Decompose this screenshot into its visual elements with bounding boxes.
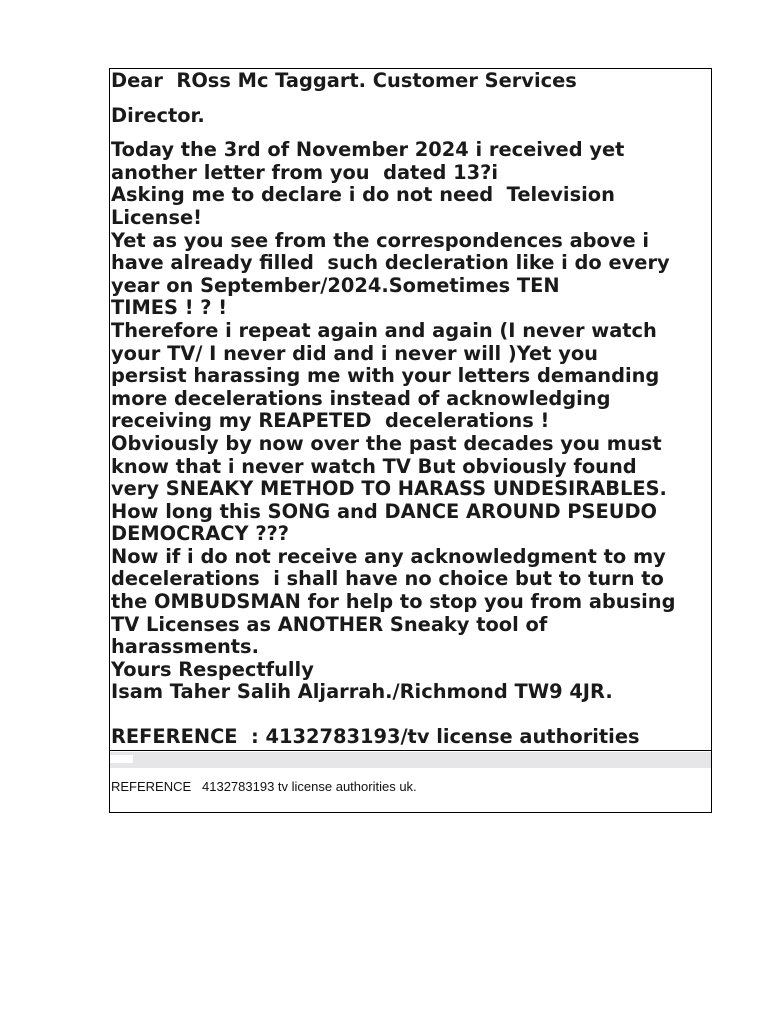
body-line: year on September/2024.Sometimes TEN [111, 273, 560, 297]
letter-box [109, 68, 712, 751]
signature-line: Isam Taher Salih Aljarrah./Richmond TW9 4JR. [111, 680, 613, 704]
body-line: receiving my REAPETED decelerations ! [111, 409, 550, 433]
body-line: more decelerations instead of acknowledging [111, 386, 611, 410]
body-line: harassments. [111, 635, 259, 659]
body-line: have already filled such decleration like i do every [111, 251, 670, 275]
body-line: your TV/ I never did and i never will )Yet you [111, 341, 598, 365]
body-line: Yet as you see from the correspondences above i [111, 228, 650, 252]
body-line: persist harassing me with your letters demanding [111, 364, 660, 388]
reference-header-cell [110, 755, 133, 763]
body-line: Now if i do not receive any acknowledgment to my [111, 544, 666, 568]
reference-box [109, 751, 712, 813]
body-line: know that i never watch TV But obviously found [111, 454, 637, 478]
body-line: Obviously by now over the past decades you must [111, 431, 662, 455]
body-line: decelerations i shall have no choice but to turn to [111, 567, 664, 591]
reference-text: REFERENCE 4132783193 tv license authorities uk. [111, 779, 417, 794]
body-line: another letter from you dated 13?i [111, 160, 498, 184]
reference-line: REFERENCE : 4132783193/tv license authorities [111, 725, 640, 749]
body-line: How long this SONG and DANCE AROUND PSEUDO [111, 499, 658, 523]
body-line: TIMES ! ? ! [111, 296, 228, 320]
body-line: License! [111, 205, 202, 229]
closing-line: Yours Respectfully [111, 657, 314, 681]
body-line: Asking me to declare i do not need Television [111, 183, 615, 207]
body-line: DEMOCRACY ??? [111, 522, 290, 546]
body-line: very SNEAKY METHOD TO HARASS UNDESIRABLES. [111, 477, 667, 501]
body-line: the OMBUDSMAN for help to stop you from abusing [111, 590, 676, 614]
body-line: Today the 3rd of November 2024 i received yet [111, 138, 625, 162]
letter-body [110, 70, 711, 749]
salutation-line: Dear ROss Mc Taggart. Customer Services [111, 69, 577, 92]
body-line: TV Licenses as ANOTHER Sneaky tool of [111, 612, 548, 636]
salutation-line-2: Director. [111, 103, 205, 127]
body-line: Therefore i repeat again and again (I never watch [111, 318, 657, 342]
reference-header-band [110, 752, 711, 768]
